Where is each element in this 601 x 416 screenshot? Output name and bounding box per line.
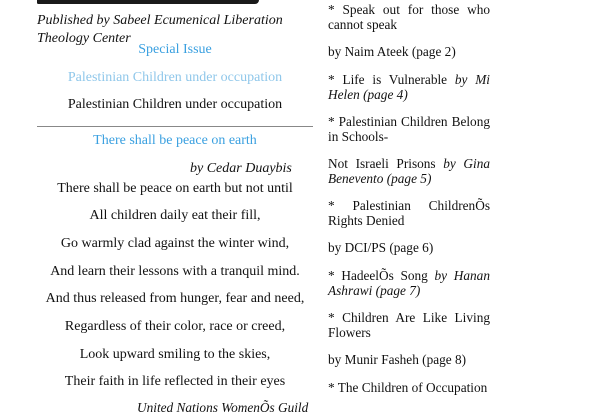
contents-item — [328, 198, 490, 228]
contents-byline: by DCI/PS (page 6) — [328, 240, 434, 255]
contents-title: * Palestinian Children Belong in Schools- — [328, 114, 490, 144]
contents-byline: by Naim Ateek (page 2) — [328, 44, 456, 59]
poem-footer: United Nations WomenÕs Guild — [137, 400, 309, 415]
poem-line: Their faith in life reflected in their eyes — [64, 374, 286, 389]
contents-item — [328, 268, 490, 298]
masthead-logo — [37, 0, 259, 4]
poem-line: And learn their lessons with a tranquil mind. — [50, 264, 300, 279]
contents-byline: by Gina Benevento (page 5) — [328, 156, 491, 186]
contents-item — [328, 114, 490, 144]
contents-item — [328, 2, 490, 32]
issue-theme-faded: Palestinian Children under occupation — [67, 70, 283, 85]
poem-line: There shall be peace on earth but not until — [57, 181, 293, 196]
poem-line: All children daily eat their fill, — [89, 208, 261, 223]
section-divider — [37, 126, 313, 127]
contents-item — [328, 310, 490, 340]
poem-author: by Cedar Duaybis — [190, 161, 292, 176]
publisher-line: Published by Sabeel Ecumenical Liberation Theology Center — [37, 13, 283, 46]
issue-theme: Palestinian Children under occupation — [67, 97, 283, 112]
poem-line: Regardless of their color, race or creed, — [64, 319, 286, 334]
special-issue-label: Special Issue — [138, 42, 212, 57]
contents-title: * Palestinian ChildrenÕs Rights Denied — [328, 198, 490, 228]
contents-item — [328, 72, 490, 102]
contents-title: * Speak out for those who cannot speak — [328, 2, 490, 32]
contents-title: * HadeelÕs Song — [328, 268, 428, 283]
contents-item — [328, 380, 490, 395]
contents-title: * Children Are Like Living Flowers — [328, 310, 490, 340]
contents-byline: by Hanan Ashrawi (page 7) — [328, 268, 490, 298]
contents-title: Not Israeli Prisons — [328, 156, 436, 171]
contents-byline: by Munir Fasheh (page 8) — [328, 352, 467, 367]
contents-item — [328, 156, 490, 186]
contents-title: * Life is Vulnerable — [328, 72, 448, 87]
contents-byline: by Mi Helen (page 4) — [328, 72, 490, 102]
poem-line: And thus released from hunger, fear and need, — [45, 291, 305, 306]
poem-line: Look upward smiling to the skies, — [79, 347, 271, 362]
contents-title: * The Children of Occupation — [328, 380, 488, 395]
poem-line: Go warmly clad against the winter wind, — [60, 236, 290, 251]
poem-title: There shall be peace on earth — [93, 133, 257, 148]
